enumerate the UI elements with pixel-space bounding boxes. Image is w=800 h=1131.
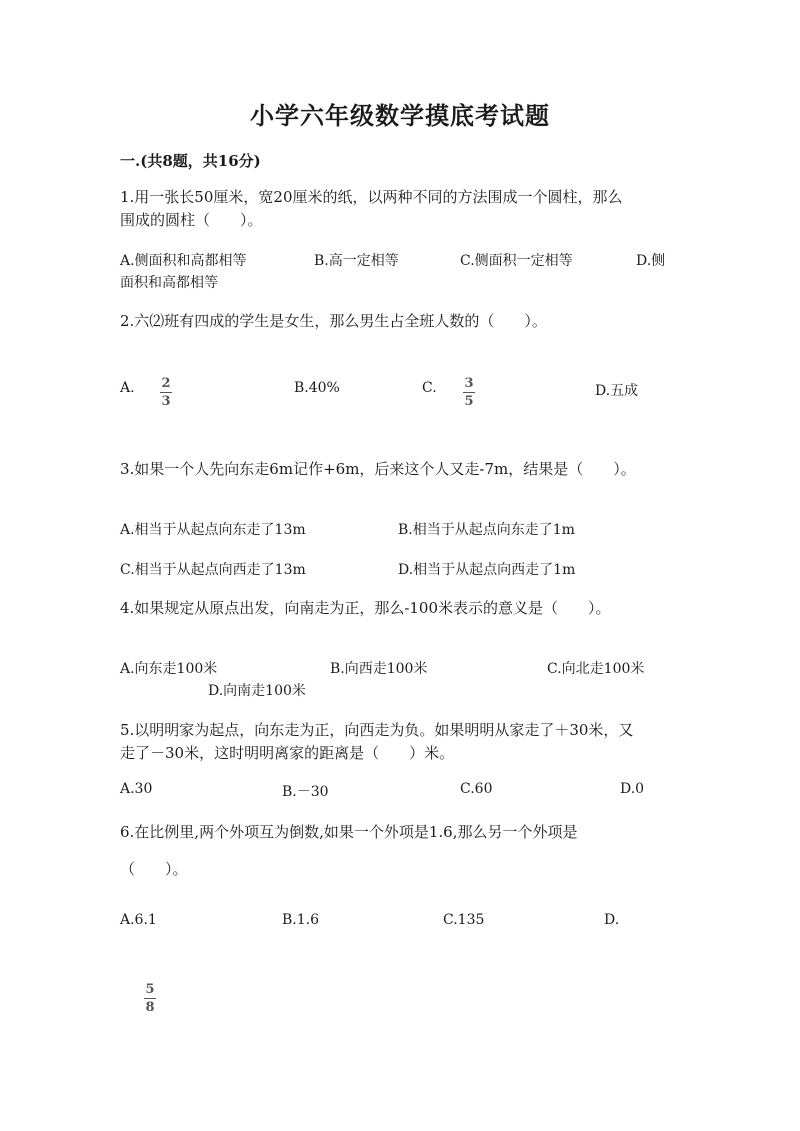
question-5-option-d: D.0: [620, 781, 645, 797]
question-6-option-b: B.1.6: [282, 912, 320, 928]
fraction-bar: [463, 392, 475, 393]
page-title: 小学六年级数学摸底考试题: [250, 101, 550, 130]
question-1-option-d: D.侧: [636, 253, 666, 269]
question-1-line-2: 围成的圆柱（ ）。: [120, 211, 263, 229]
question-2-option-c-fraction: [463, 372, 475, 409]
question-2-option-a-fraction: [160, 372, 172, 409]
question-2-option-b: B.40%: [294, 380, 340, 396]
question-5-option-a: A.30: [120, 781, 153, 797]
question-6-option-d-label: D.: [604, 912, 620, 928]
question-1-option-a: A.侧面积和高都相等: [120, 253, 247, 269]
question-3-text: 3.如果一个人先向东走6m记作+6m，后来这个人又走-7m，结果是（ ）。: [120, 460, 636, 478]
fraction-numerator: 3: [464, 376, 474, 391]
question-1-option-b: B.高一定相等: [314, 253, 399, 269]
question-4-option-c: C.向北走100米: [547, 661, 645, 677]
question-2-option-a-label: A.: [120, 380, 135, 396]
question-1-option-d-continued: 面积和高都相等: [120, 275, 218, 291]
question-4-option-b: B.向西走100米: [330, 661, 428, 677]
question-4-option-d: D.向南走100米: [208, 683, 306, 699]
question-1-option-c: C.侧面积一定相等: [460, 253, 573, 269]
question-4-option-a: A.向东走100米: [120, 661, 218, 677]
question-2-option-c-label: C.: [422, 380, 437, 396]
fraction-bar: [160, 392, 172, 393]
question-6-option-d-fraction: [144, 978, 156, 1015]
question-1-line-1: 1.用一张长50厘米，宽20厘米的纸，以两种不同的方法围成一个圆柱，那么: [120, 188, 623, 206]
fraction-bar: [144, 998, 156, 999]
section-heading: 一.(共8题，共16分): [120, 152, 261, 170]
question-6-option-a: A.6.1: [120, 912, 157, 928]
question-6-line-2: （ ）。: [120, 860, 188, 878]
question-6-option-c: C.135: [443, 912, 485, 928]
fraction-numerator: 2: [161, 376, 171, 391]
question-4-text: 4.如果规定从原点出发，向南走为正，那么-100米表示的意义是（ ）。: [120, 599, 611, 617]
question-5-line-2: 走了－30米，这时明明离家的距离是（ ）米。: [120, 744, 455, 762]
question-3-option-d: D.相当于从起点向西走了1m: [398, 562, 576, 578]
question-3-option-c: C.相当于从起点向西走了13m: [120, 562, 306, 578]
question-5-option-c: C.60: [460, 781, 493, 797]
question-5-option-b: B.－30: [282, 784, 329, 800]
question-2-text: 2.六⑵班有四成的学生是女生，那么男生占全班人数的（ ）。: [120, 312, 547, 330]
fraction-numerator: 5: [145, 982, 155, 997]
question-2-option-d: D.五成: [595, 383, 639, 399]
question-3-option-b: B.相当于从起点向东走了1m: [398, 522, 575, 538]
question-6-line-1: 6.在比例里,两个外项互为倒数,如果一个外项是1.6,那么另一个外项是: [120, 823, 578, 841]
question-3-option-a: A.相当于从起点向东走了13m: [120, 522, 306, 538]
fraction-denominator: 8: [145, 1000, 155, 1015]
fraction-denominator: 3: [161, 394, 171, 409]
fraction-denominator: 5: [464, 394, 474, 409]
question-5-line-1: 5.以明明家为起点，向东走为正，向西走为负。如果明明从家走了＋30米，又: [120, 721, 634, 739]
